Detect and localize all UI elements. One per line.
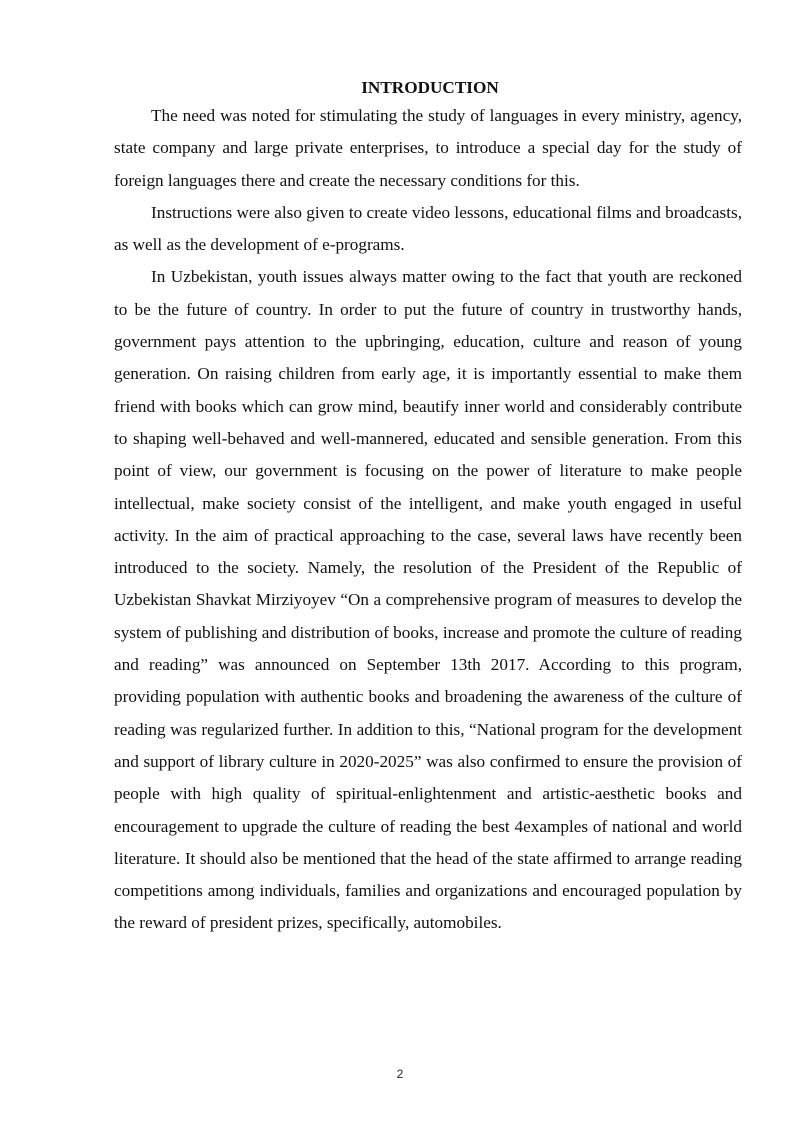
- paragraph-2: Instructions were also given to create video lessons, educational films and broadcasts, as well as the development of e-programs.: [114, 202, 742, 255]
- page-number: 2: [396, 1067, 404, 1081]
- section-heading: INTRODUCTION: [361, 78, 499, 97]
- paragraph-1: The need was noted for stimulating the study of languages in every ministry, agency, state company and large private enterprises, to introduce a special day for the study of foreign languages there and create the necessary conditions for this.: [114, 106, 742, 190]
- page-content: [114, 76, 742, 940]
- paragraph-3: In Uzbekistan, youth issues always matter owing to the fact that youth are reckoned to be the future of country. In order to put the future of country in trustworthy hands, government pays attention to the upbringing, education, culture and reason of young generation. On raising children from early age, it is importantly essential to make them friend with books which can grow mind, beautify inner world and considerably contribute to shaping well-behaved and well-mannered, educated and sensible generation. From this point of view, our government is focusing on the power of literature to make people intellectual, make society consist of the intelligent, and make youth engaged in useful activity. In the aim of practical approaching to the case, several laws have recently been introduced to the society. Namely, the resolution of the President of the Republic of Uzbekistan Shavkat Mirziyoyev “On a comprehensive program of measures to develop the system of publishing and distribution of books, increase and promote the culture of reading and reading” was announced on September 13th 2017. According to this program, providing population with authentic books and broadening the awareness of the culture of reading was regularized further. In addition to this, “National program for the development and support of library culture in 2020-2025” was also confirmed to ensure the provision of people with high quality of spiritual-enlightenment and artistic-aesthetic books and encouragement to upgrade the culture of reading the best 4examples of national and world literature. It should also be mentioned that the head of the state affirmed to arrange reading competitions among individuals, families and organizations and encouraged population by the reward of president prizes, specifically, automobiles.: [114, 267, 742, 933]
